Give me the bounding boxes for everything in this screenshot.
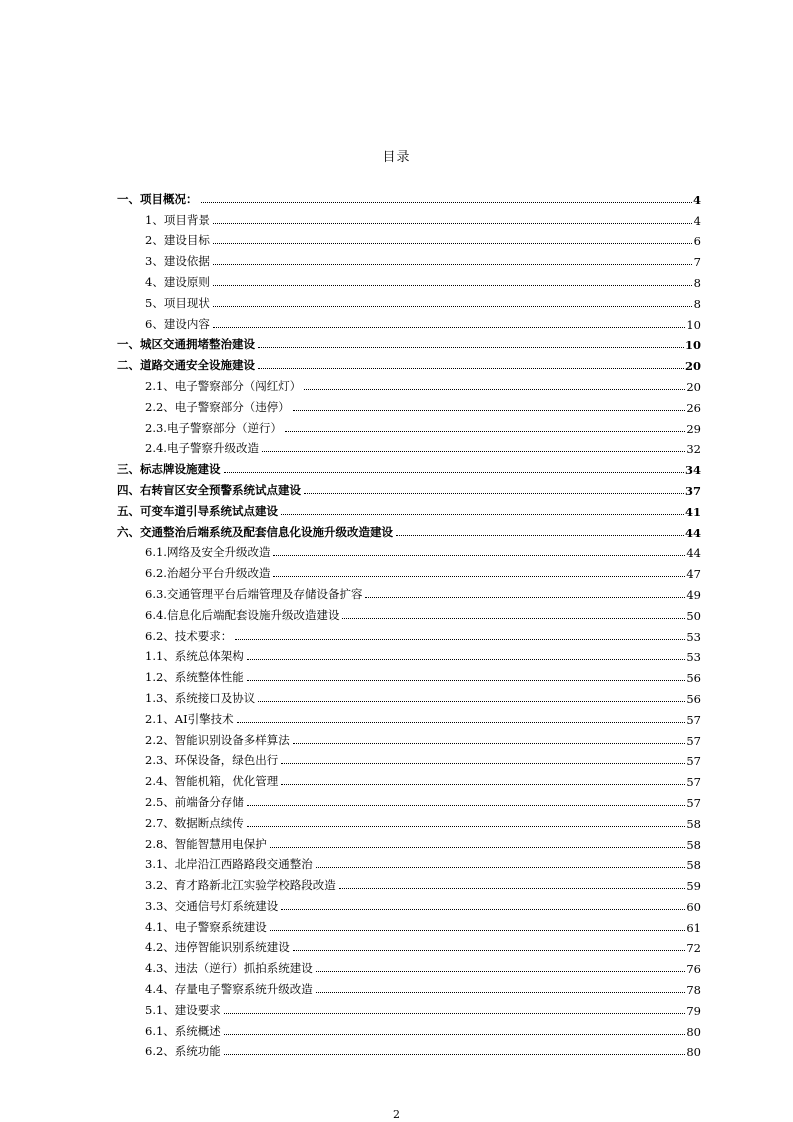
toc-entry-page: 76 <box>686 962 701 977</box>
toc-entry[interactable] <box>117 248 701 269</box>
toc-entry-page: 57 <box>686 712 701 727</box>
toc-entry[interactable] <box>117 436 701 457</box>
toc-entry-label: 五、可变车道引导系统试点建设 <box>117 503 278 518</box>
toc-entry-label: 3.3、交通信号灯系统建设 <box>145 898 279 913</box>
toc-leader-dots <box>281 762 685 764</box>
toc-entry-page: 4 <box>692 192 701 207</box>
toc-leader-dots <box>258 367 684 369</box>
toc-entry-page: 8 <box>693 296 701 311</box>
toc-entry-label: 3、建设依据 <box>145 254 210 269</box>
toc-entry-page: 29 <box>686 421 701 436</box>
toc-entry[interactable] <box>117 1018 701 1039</box>
toc-entry[interactable] <box>117 664 701 685</box>
toc-leader-dots <box>247 658 686 660</box>
toc-leader-dots <box>273 575 685 577</box>
toc-entry[interactable] <box>117 955 701 976</box>
toc-entry-page: 57 <box>686 795 701 810</box>
toc-entry[interactable] <box>117 706 701 727</box>
toc-leader-dots <box>213 242 692 244</box>
toc-entry-label: 2.4.电子警察升级改造 <box>145 441 259 456</box>
toc-entry-page: 56 <box>686 691 701 706</box>
toc-entry-label: 一、城区交通拥堵整治建设 <box>117 337 255 352</box>
toc-entry-page: 79 <box>686 1003 701 1018</box>
toc-entry-label: 6.2、技术要求： <box>145 628 233 643</box>
toc-entry-label: 6.2.治超分平台升级改造 <box>145 566 271 581</box>
toc-entry-label: 4.1、电子警察系统建设 <box>145 919 267 934</box>
toc-entry-page: 8 <box>693 275 701 290</box>
toc-entry-label: 6.4.信息化后端配套设施升级改造建设 <box>145 607 340 622</box>
toc-leader-dots <box>270 846 686 848</box>
toc-entry-label: 4、建设原则 <box>145 274 210 289</box>
toc-entry[interactable] <box>117 373 701 394</box>
toc-entry-label: 2、建设目标 <box>145 233 210 248</box>
toc-entry-label: 1.2、系统整体性能 <box>145 670 244 685</box>
toc-leader-dots <box>224 1012 686 1014</box>
toc-leader-dots <box>316 866 686 868</box>
toc-entry[interactable] <box>117 810 701 831</box>
toc-leader-dots <box>224 471 684 473</box>
page-number: 2 <box>393 1108 400 1121</box>
toc-leader-dots <box>262 450 685 452</box>
toc-leader-dots <box>304 388 685 390</box>
toc-entry[interactable] <box>117 644 701 665</box>
toc-leader-dots <box>342 617 685 619</box>
toc-entry-label: 2.3.电子警察部分（逆行） <box>145 420 282 435</box>
toc-entry-page: 50 <box>686 608 701 623</box>
toc-entry-label: 2.5、前端备分存储 <box>145 794 244 809</box>
toc-entry-page: 4 <box>693 213 701 228</box>
toc-entry-label: 5.1、建设要求 <box>145 1002 221 1017</box>
toc-entry-page: 60 <box>686 899 701 914</box>
toc-entry[interactable] <box>117 186 701 207</box>
toc-entry[interactable] <box>117 332 701 353</box>
toc-entry-label: 2.3、环保设备，绿色出行 <box>145 753 279 768</box>
toc-entry[interactable] <box>117 997 701 1018</box>
toc-leader-dots <box>247 804 686 806</box>
toc-entry[interactable] <box>117 498 701 519</box>
toc-entry[interactable] <box>117 748 701 769</box>
toc-entry[interactable] <box>117 207 701 228</box>
toc-entry-label: 1.1、系统总体架构 <box>145 649 244 664</box>
toc-entry-page: 58 <box>686 816 701 831</box>
toc-leader-dots <box>285 430 685 432</box>
toc-entry-page: 10 <box>684 338 701 353</box>
toc-entry[interactable] <box>117 456 701 477</box>
toc-entry-page: 47 <box>686 567 701 582</box>
toc-leader-dots <box>316 991 686 993</box>
toc-entry-page: 20 <box>684 359 701 374</box>
toc-leader-dots <box>270 929 686 931</box>
toc-leader-dots <box>247 679 686 681</box>
toc-leader-dots <box>237 721 686 723</box>
toc-entry[interactable] <box>117 935 701 956</box>
toc-entry-page: 80 <box>686 1045 701 1060</box>
toc-entry[interactable] <box>117 852 701 873</box>
toc-entry-page: 10 <box>686 317 701 332</box>
toc-entry[interactable] <box>117 394 701 415</box>
toc-entry-page: 57 <box>686 733 701 748</box>
toc-entry-label: 2.2、电子警察部分（违停） <box>145 399 290 414</box>
toc-entry-page: 78 <box>686 983 701 998</box>
toc-entry-label: 2.1、AI引擎技术 <box>145 711 234 726</box>
toc-leader-dots <box>213 222 692 224</box>
toc-entry[interactable] <box>117 914 701 935</box>
toc-entry[interactable] <box>117 727 701 748</box>
toc-leader-dots <box>258 700 685 702</box>
toc-entry-label: 2.7、数据断点续传 <box>145 815 244 830</box>
toc-entry-label: 3.1、北岸沿江西路路段交通整治 <box>145 857 313 872</box>
toc-entry[interactable] <box>117 581 701 602</box>
toc-leader-dots <box>281 783 685 785</box>
toc-entry[interactable] <box>117 269 701 290</box>
toc-entry[interactable] <box>117 768 701 789</box>
toc-entry-page: 56 <box>686 671 701 686</box>
toc-leader-dots <box>224 1053 686 1055</box>
toc-entry[interactable] <box>117 415 701 436</box>
toc-entry-page: 20 <box>686 379 701 394</box>
toc-entry-label: 2.4、智能机箱，优化管理 <box>145 774 279 789</box>
toc-entry-page: 59 <box>686 879 701 894</box>
toc-entry-label: 6.1.网络及安全升级改造 <box>145 545 271 560</box>
toc-entry[interactable] <box>117 623 701 644</box>
toc-entry-page: 44 <box>684 525 701 540</box>
table-of-contents <box>117 186 701 1059</box>
toc-entry-label: 6.2、系统功能 <box>145 1044 221 1059</box>
toc-leader-dots <box>224 1033 686 1035</box>
toc-entry-page: 72 <box>686 941 701 956</box>
toc-entry-page: 58 <box>686 837 701 852</box>
toc-entry-page: 34 <box>684 463 701 478</box>
toc-entry[interactable] <box>117 290 701 311</box>
toc-entry-page: 53 <box>686 650 701 665</box>
toc-title: 目录 <box>382 150 411 165</box>
toc-entry-page: 7 <box>693 255 701 270</box>
toc-leader-dots <box>281 513 684 515</box>
toc-entry-label: 6.3.交通管理平台后端管理及存储设备扩容 <box>145 586 363 601</box>
toc-entry-page: 58 <box>686 858 701 873</box>
toc-entry-label: 2.8、智能智慧用电保护 <box>145 836 267 851</box>
toc-leader-dots <box>396 534 684 536</box>
toc-entry-label: 5、项目现状 <box>145 295 210 310</box>
toc-entry-page: 61 <box>686 920 701 935</box>
toc-entry-page: 41 <box>684 504 701 519</box>
toc-entry[interactable] <box>117 685 701 706</box>
toc-entry-label: 1、项目背景 <box>145 212 210 227</box>
toc-leader-dots <box>213 326 686 328</box>
toc-entry[interactable] <box>117 352 701 373</box>
toc-entry-label: 二、道路交通安全设施建设 <box>117 358 255 373</box>
toc-entry[interactable] <box>117 976 701 997</box>
toc-entry-label: 三、标志牌设施建设 <box>117 462 221 477</box>
toc-leader-dots <box>201 201 692 203</box>
toc-entry[interactable] <box>117 789 701 810</box>
toc-leader-dots <box>316 970 686 972</box>
toc-entry-label: 1.3、系统接口及协议 <box>145 690 256 705</box>
toc-entry-label: 6.1、系统概述 <box>145 1023 221 1038</box>
toc-entry-label: 六、交通整治后端系统及配套信息化设施升级改造建设 <box>117 524 393 539</box>
toc-entry[interactable] <box>117 893 701 914</box>
toc-entry-page: 6 <box>693 234 701 249</box>
toc-entry-label: 2.2、智能识别设备多样算法 <box>145 732 290 747</box>
toc-entry-page: 32 <box>686 442 701 457</box>
toc-leader-dots <box>213 305 692 307</box>
toc-leader-dots <box>293 742 686 744</box>
toc-leader-dots <box>273 554 685 556</box>
toc-leader-dots <box>258 346 684 348</box>
toc-entry-page: 53 <box>686 629 701 644</box>
toc-leader-dots <box>213 263 692 265</box>
toc-entry-label: 四、右转盲区安全预警系统试点建设 <box>117 482 301 497</box>
toc-entry-label: 一、项目概况： <box>117 191 198 206</box>
toc-leader-dots <box>365 596 685 598</box>
toc-leader-dots <box>235 638 685 640</box>
toc-entry[interactable] <box>117 519 701 540</box>
toc-leader-dots <box>247 825 686 827</box>
toc-leader-dots <box>293 409 686 411</box>
toc-leader-dots <box>293 949 686 951</box>
toc-entry[interactable] <box>117 311 701 332</box>
toc-entry-page: 49 <box>686 587 701 602</box>
toc-entry-label: 4.2、违停智能识别系统建设 <box>145 940 290 955</box>
toc-entry[interactable] <box>117 477 701 498</box>
toc-entry[interactable] <box>117 602 701 623</box>
toc-entry-label: 4.4、存量电子警察系统升级改造 <box>145 982 313 997</box>
toc-entry-page: 57 <box>686 754 701 769</box>
toc-entry[interactable] <box>117 540 701 561</box>
toc-entry-label: 6、建设内容 <box>145 316 210 331</box>
toc-leader-dots <box>304 492 684 494</box>
toc-entry-page: 57 <box>686 775 701 790</box>
toc-entry-label: 4.3、违法（逆行）抓拍系统建设 <box>145 961 313 976</box>
toc-entry-page: 44 <box>686 546 701 561</box>
toc-leader-dots <box>213 284 692 286</box>
toc-leader-dots <box>339 887 686 889</box>
toc-entry-page: 26 <box>686 400 701 415</box>
toc-entry[interactable] <box>117 831 701 852</box>
toc-entry-label: 3.2、育才路新北江实验学校路段改造 <box>145 878 336 893</box>
toc-entry[interactable] <box>117 872 701 893</box>
toc-entry-page: 80 <box>686 1024 701 1039</box>
toc-entry[interactable] <box>117 560 701 581</box>
toc-entry-page: 37 <box>684 483 701 498</box>
toc-leader-dots <box>281 908 685 910</box>
toc-entry[interactable] <box>117 1039 701 1060</box>
toc-entry[interactable] <box>117 228 701 249</box>
toc-entry-label: 2.1、电子警察部分（闯红灯） <box>145 378 302 393</box>
